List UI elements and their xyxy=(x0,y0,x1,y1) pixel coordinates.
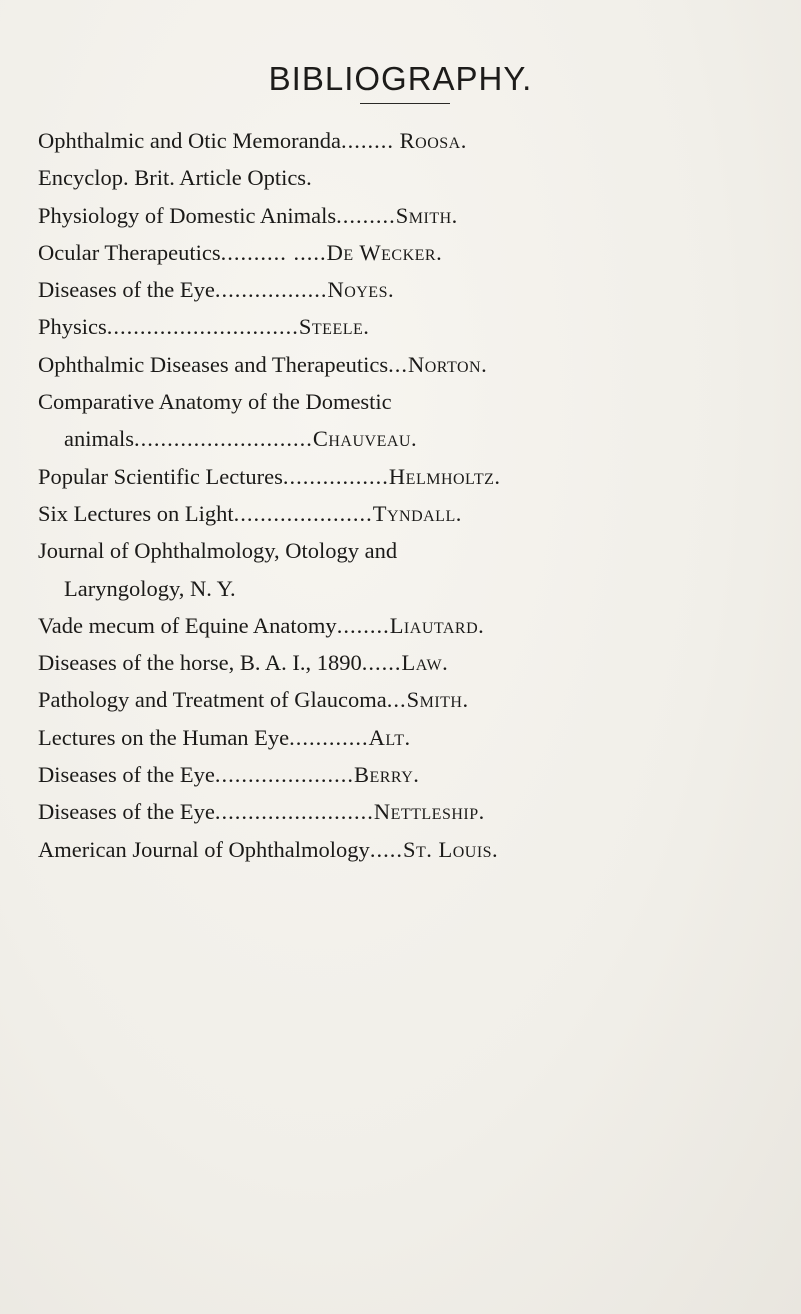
list-item xyxy=(38,644,798,681)
leader-dots: ........ xyxy=(336,612,390,638)
entry-author: Smith. xyxy=(406,687,469,713)
leader-dots: ..................... xyxy=(214,762,354,788)
entry-author: De Wecker. xyxy=(326,239,443,265)
entry-author: Law. xyxy=(401,650,449,676)
entry-title: Ocular Therapeutics xyxy=(38,239,221,265)
list-item xyxy=(38,756,798,793)
leader-dots: ...... xyxy=(361,650,402,676)
entry-author: Norton. xyxy=(407,351,488,377)
list-item xyxy=(38,234,798,271)
list-item xyxy=(38,271,798,308)
leader-dots: ... xyxy=(388,351,408,377)
entry-title: Diseases of the horse, B. A. I., 1890 xyxy=(38,650,362,676)
list-item xyxy=(38,346,798,383)
entry-title: Six Lectures on Light xyxy=(38,500,234,526)
entry-title: Comparative Anatomy of the Domestic xyxy=(38,389,392,415)
leader-dots: ..... xyxy=(369,836,403,862)
entry-author: Nettleship. xyxy=(373,799,485,825)
list-item xyxy=(38,681,798,718)
entry-title: Encyclop. Brit. Article Optics. xyxy=(38,165,312,191)
entry-title: Diseases of the Eye xyxy=(38,762,215,788)
entry-title: American Journal of Ophthalmology xyxy=(38,836,370,862)
leader-dots: ......... xyxy=(336,202,396,228)
entry-title: Laryngology, N. Y. xyxy=(64,575,236,601)
entry-title: Physiology of Domestic Animals xyxy=(38,202,337,228)
entry-title: Diseases of the Eye xyxy=(38,277,215,303)
title-rule xyxy=(360,103,450,104)
list-item xyxy=(38,308,798,345)
entry-title: Popular Scientific Lectures xyxy=(38,463,283,489)
entry-author: Steele. xyxy=(298,314,370,340)
entry-title: animals xyxy=(64,426,134,452)
entry-title: Diseases of the Eye xyxy=(38,799,215,825)
list-item xyxy=(38,495,798,532)
entry-author: Alt. xyxy=(368,724,411,750)
entry-author: Liautard. xyxy=(389,612,485,638)
leader-dots: ... xyxy=(386,687,407,713)
entry-title: Physics xyxy=(38,314,107,340)
leader-dots: ........................... xyxy=(133,426,313,452)
list-item xyxy=(38,719,798,756)
leader-dots: ................ xyxy=(282,463,389,489)
page-title: BIBLIOGRAPHY. xyxy=(268,60,533,97)
leader-dots: ............................. xyxy=(106,314,299,340)
leader-dots: ..................... xyxy=(233,500,373,526)
leader-dots: ........................ xyxy=(214,799,374,825)
entry-title: Lectures on the Human Eye xyxy=(38,724,290,750)
list-item xyxy=(38,607,798,644)
list-item xyxy=(38,532,798,569)
entry-author: Roosa. xyxy=(399,128,467,153)
entry-title: Ophthalmic and Otic Memoranda xyxy=(38,128,342,153)
bibliography-list xyxy=(38,122,798,868)
entry-title: Pathology and Treatment of Glaucoma xyxy=(38,687,387,713)
entry-title: Ophthalmic Diseases and Therapeutics xyxy=(38,351,389,377)
entry-author: Smith. xyxy=(395,202,458,228)
entry-author: Chauveau. xyxy=(312,426,418,452)
entry-author: Berry. xyxy=(353,762,420,788)
list-item xyxy=(38,793,798,830)
entry-author: Noyes. xyxy=(327,277,395,303)
list-item xyxy=(38,570,798,607)
entry-title: Journal of Ophthalmology, Otology and xyxy=(38,538,398,564)
list-item xyxy=(38,420,798,457)
entry-author: Tyndall. xyxy=(372,500,462,526)
list-item xyxy=(38,122,798,159)
entry-author: Helmholtz. xyxy=(388,463,501,489)
list-item xyxy=(38,458,798,495)
list-item xyxy=(38,197,798,234)
entry-author: St. Louis. xyxy=(402,836,499,862)
leader-dots: ................. xyxy=(214,277,328,303)
list-item xyxy=(38,831,798,868)
leader-dots: ........ xyxy=(341,128,395,153)
leader-dots: ............ xyxy=(289,724,369,750)
entry-title: Vade mecum of Equine Anatomy xyxy=(38,612,337,638)
leader-dots: .......... ..... xyxy=(220,239,327,265)
list-item xyxy=(38,159,798,196)
list-item xyxy=(38,383,798,420)
